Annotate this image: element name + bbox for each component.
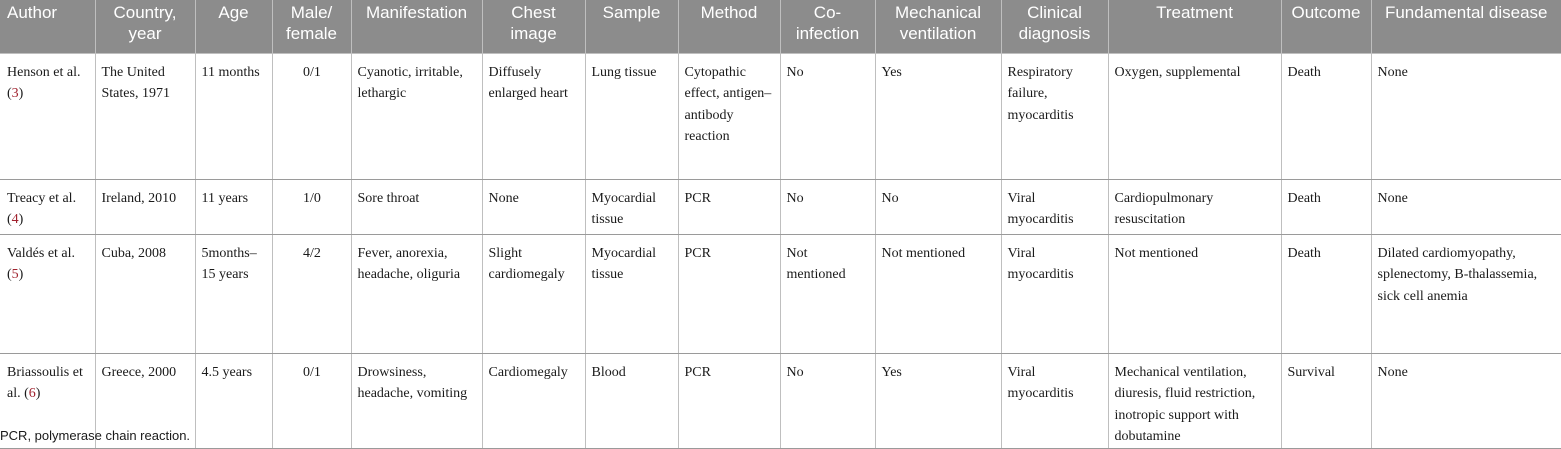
cell-chest-image: Cardiomegaly [482,353,585,448]
cell-method: PCR [678,179,780,234]
cell-sex: 0/1 [272,353,351,448]
cell-age: 11 months [195,53,272,179]
cell-coinfection: No [780,179,875,234]
cell-chest-image: None [482,179,585,234]
cell-manifestation: Sore throat [351,179,482,234]
cell-diagnosis: Viral myocarditis [1001,179,1108,234]
cell-age: 4.5 years [195,353,272,448]
cell-treatment: Mechanical ventilation, diuresis, fluid restriction, inotropic support with dobutamine [1108,353,1281,448]
author-text: Briassoulis et al. ( [7,364,83,401]
header-age: Age [195,0,272,53]
cell-chest-image: Slight cardiomegaly [482,234,585,353]
table-row [0,353,1561,448]
cell-outcome: Death [1281,53,1371,179]
cell-sex: 0/1 [272,53,351,179]
header-chest-image: Chest image [482,0,585,53]
cell-manifestation: Fever, anorexia, headache, oliguria [351,234,482,353]
reference-link[interactable]: 6 [28,386,36,401]
cell-ventilation: Yes [875,353,1001,448]
cell-outcome: Survival [1281,353,1371,448]
table-row [0,179,1561,234]
table-row [0,234,1561,353]
cell-coinfection: Not mentioned [780,234,875,353]
cell-diagnosis: Respiratory failure, myocarditis [1001,53,1108,179]
cell-manifestation: Drowsiness, headache, vomiting [351,353,482,448]
cell-outcome: Death [1281,234,1371,353]
cell-method: PCR [678,353,780,448]
cell-country-year: The United States, 1971 [95,53,195,179]
cell-treatment: Cardiopulmonary resuscitation [1108,179,1281,234]
cell-treatment: Oxygen, supplemental [1108,53,1281,179]
cell-sample: Myocardial tissue [585,234,678,353]
cell-coinfection: No [780,53,875,179]
header-author: Author [0,0,95,53]
author-text-end: ) [18,267,24,282]
cell-ventilation: Yes [875,53,1001,179]
cell-sex: 1/0 [272,179,351,234]
cell-country-year: Greece, 2000 [95,353,195,448]
author-text-end: ) [35,386,41,401]
header-row [0,0,1561,53]
cell-manifestation: Cyanotic, irritable, lethargic [351,53,482,179]
cell-country-year: Ireland, 2010 [95,179,195,234]
cell-sample: Lung tissue [585,53,678,179]
cell-fundamental-disease: None [1371,53,1561,179]
author-text: Treacy et al. ( [7,190,77,227]
cell-outcome: Death [1281,179,1371,234]
header-manifestation: Manifestation [351,0,482,53]
cell-method: Cytopathic effect, antigen–antibody reaction [678,53,780,179]
reference-link[interactable]: 5 [11,267,19,282]
cell-fundamental-disease: None [1371,353,1561,448]
cell-age: 5months–15 years [195,234,272,353]
cell-chest-image: Diffusely enlarged heart [482,53,585,179]
header-country-year: Country, year [95,0,195,53]
cell-sample: Myocardial tissue [585,179,678,234]
cell-diagnosis: Viral myocarditis [1001,234,1108,353]
cell-diagnosis: Viral myocarditis [1001,353,1108,448]
reference-link[interactable]: 4 [11,212,19,227]
table-footnote: PCR, polymerase chain reaction. [0,428,191,443]
header-method: Method [678,0,780,53]
author-text-end: ) [18,86,24,101]
cell-fundamental-disease: Dilated cardiomyopathy, splenectomy, B-thalassemia, sick cell anemia [1371,234,1561,353]
author-text-end: ) [18,212,24,227]
cell-fundamental-disease: None [1371,179,1561,234]
header-fundamental-disease: Fundamental disease [1371,0,1561,53]
table-row [0,53,1561,179]
cell-sample: Blood [585,353,678,448]
author-text: Valdés et al. ( [7,245,76,282]
cell-author [0,234,95,353]
cell-country-year: Cuba, 2008 [95,234,195,353]
cell-ventilation: No [875,179,1001,234]
header-diagnosis: Clinical diagnosis [1001,0,1108,53]
header-sex: Male/ female [272,0,351,53]
cell-coinfection: No [780,353,875,448]
header-coinfection: Co-infection [780,0,875,53]
cell-treatment: Not mentioned [1108,234,1281,353]
cell-author [0,53,95,179]
header-outcome: Outcome [1281,0,1371,53]
cell-sex: 4/2 [272,234,351,353]
header-treatment: Treatment [1108,0,1281,53]
reference-link[interactable]: 3 [11,86,19,101]
author-text: Henson et al. ( [7,64,81,101]
header-sample: Sample [585,0,678,53]
cell-method: PCR [678,234,780,353]
cell-author [0,179,95,234]
cell-ventilation: Not mentioned [875,234,1001,353]
header-ventilation: Mechanical ventilation [875,0,1001,53]
cell-age: 11 years [195,179,272,234]
